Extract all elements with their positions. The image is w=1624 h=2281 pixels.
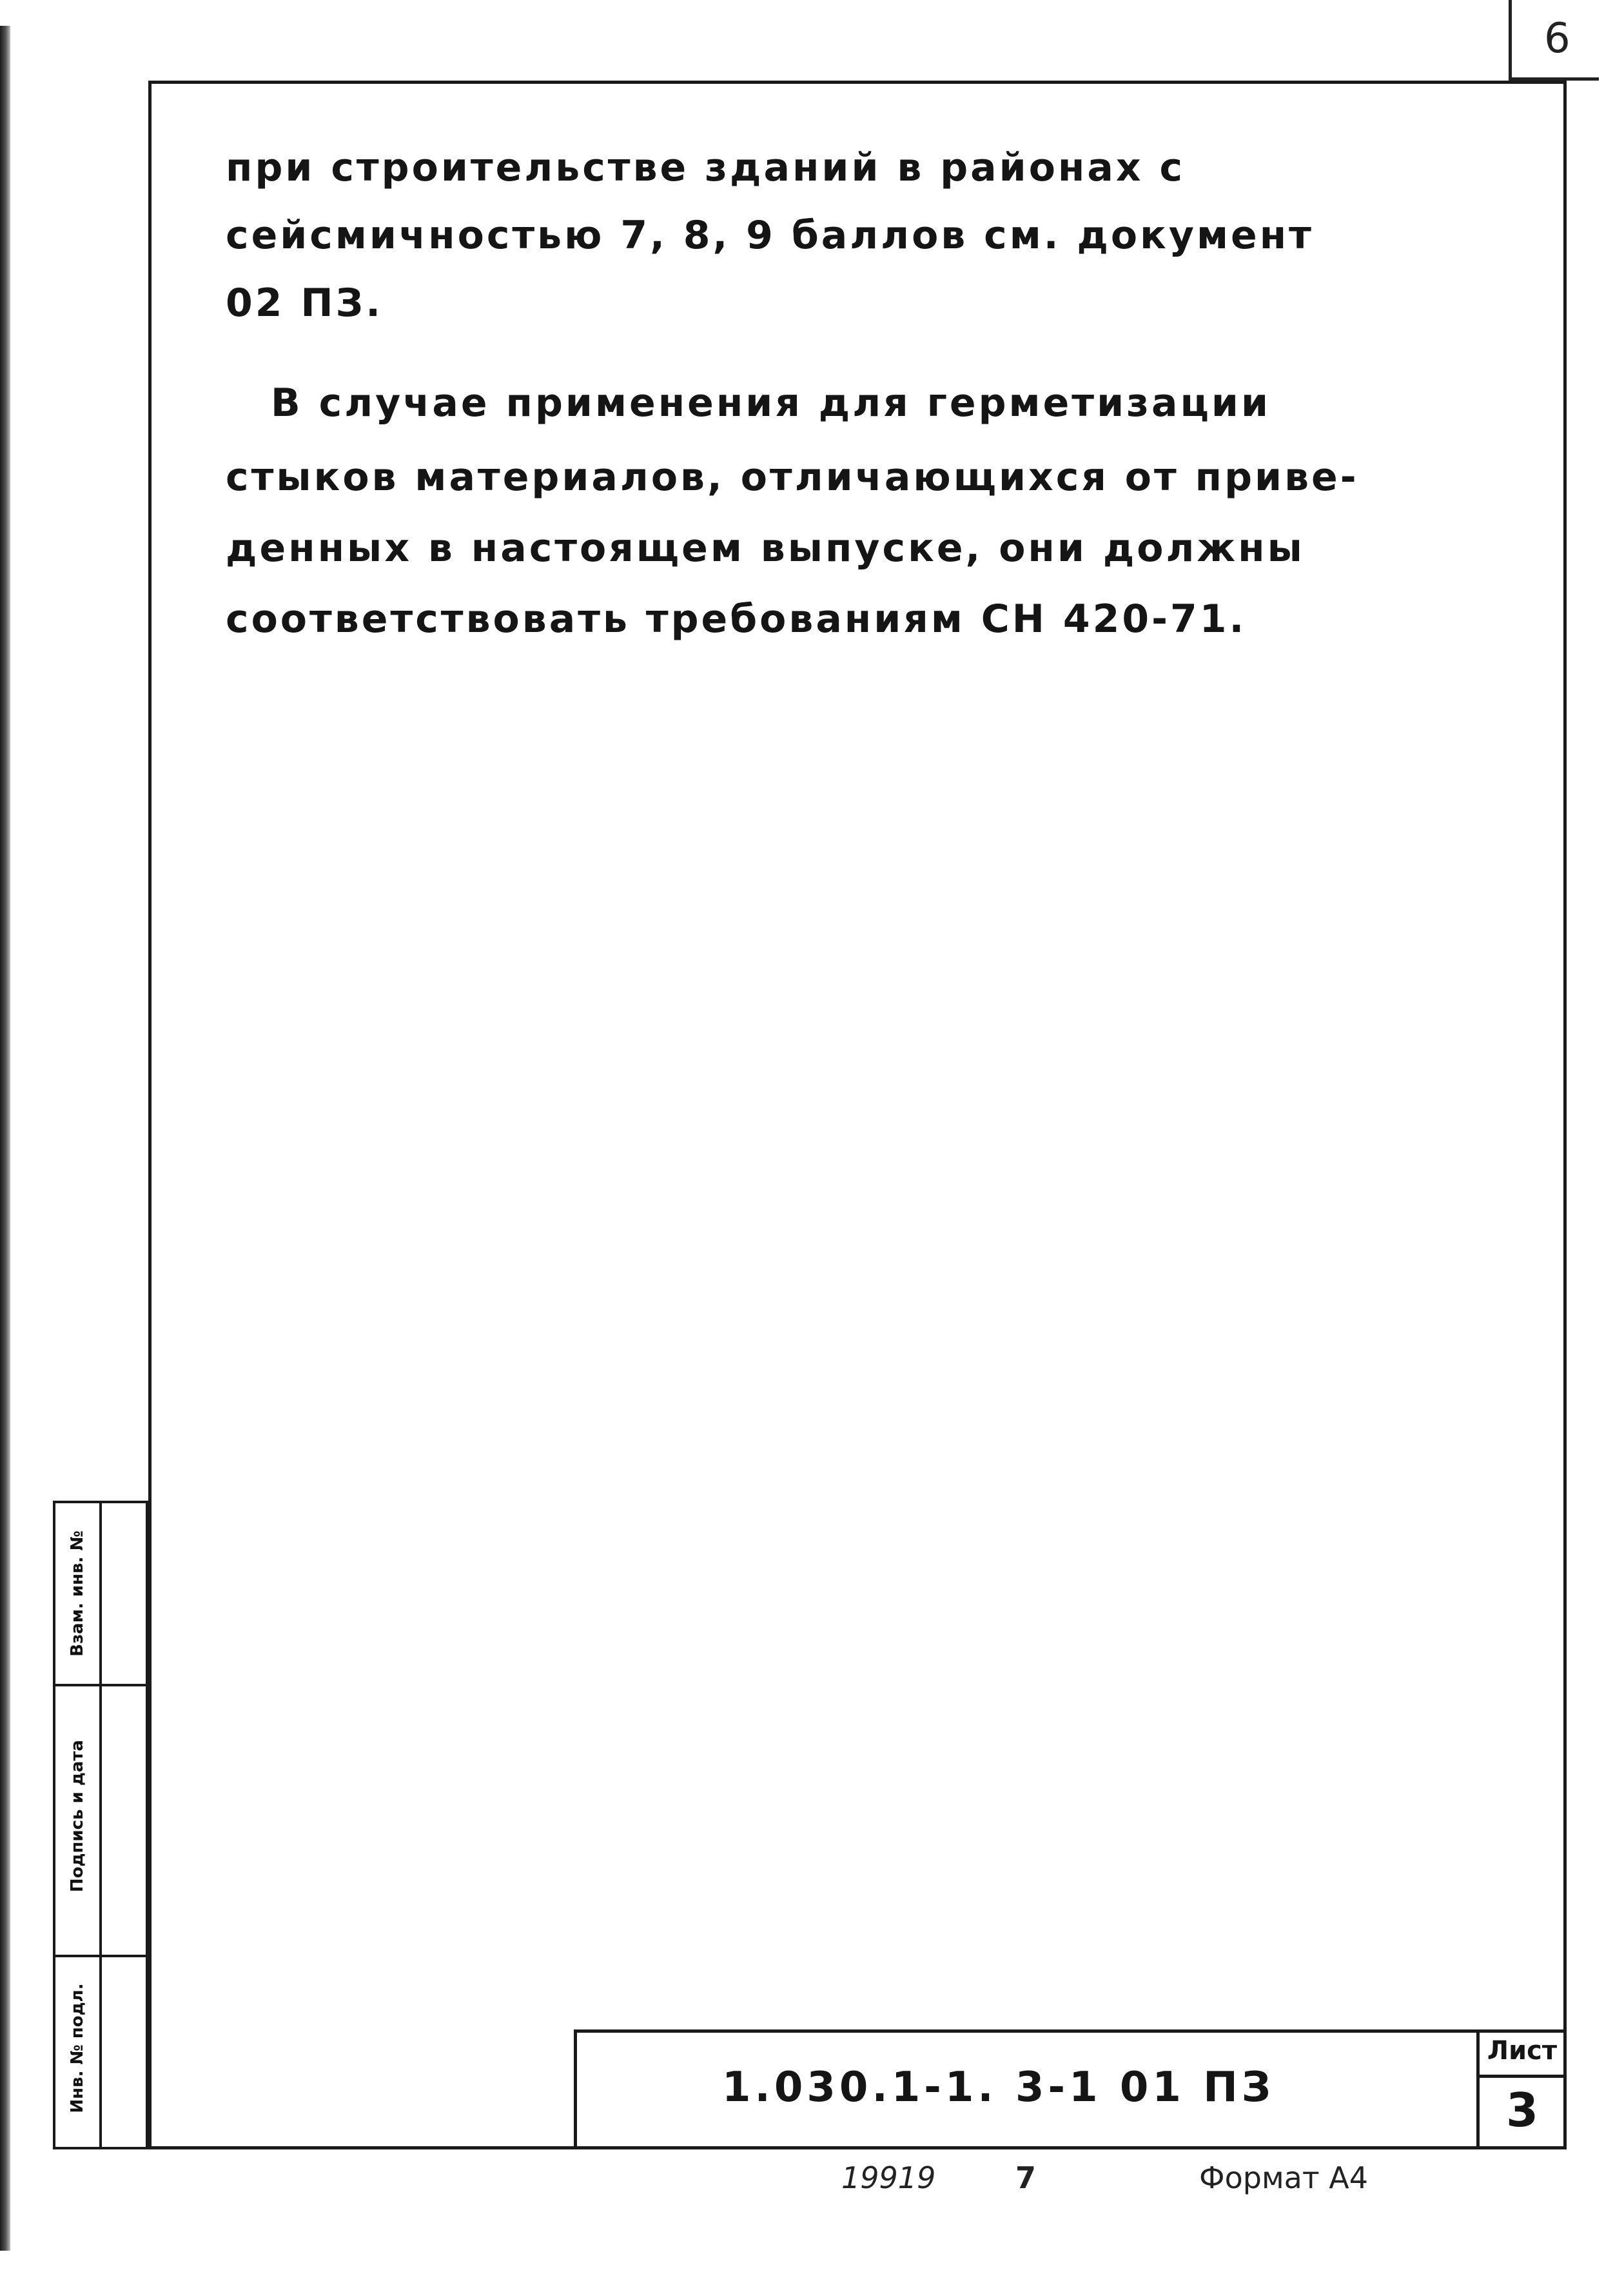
body-line-7: соответствовать требованиям СН 420-71. [226, 597, 1247, 642]
stamp-label-signature-date: Подпись и дата [68, 1739, 87, 1893]
body-line-4: В случае применения для герметизации [271, 380, 1271, 426]
sheet-cell-divider [1476, 2075, 1567, 2078]
copy-number: 7 [1015, 2160, 1037, 2195]
document-code: 1.030.1-1. 3-1 01 ПЗ [722, 2064, 1275, 2111]
stamp-row-divider [55, 1955, 148, 1957]
body-line-3: 02 ПЗ. [226, 281, 384, 326]
body-line-5: стыков материалов, отличающихся от приве- [226, 455, 1359, 500]
stamp-label-inventory: Инв. № подл. [68, 1983, 87, 2113]
scan-edge-shadow [0, 26, 10, 2251]
approval-stamp-table [53, 1501, 148, 2149]
stamp-row-divider [55, 1684, 148, 1686]
order-number: 19919 [841, 2160, 936, 2195]
stamp-label-replacement: Взам. инв. № [68, 1530, 87, 1657]
page-number: 6 [1544, 15, 1570, 63]
sheet-number: 3 [1505, 2083, 1539, 2137]
body-line-1: при строительстве зданий в районах с [226, 145, 1186, 190]
body-line-6: денных в настоящем выпуске, они должны [226, 526, 1305, 571]
sheet-label: Лист [1487, 2036, 1558, 2066]
body-line-2: сейсмичностью 7, 8, 9 баллов см. документ [226, 213, 1314, 258]
format-label: Формат А4 [1199, 2160, 1368, 2195]
